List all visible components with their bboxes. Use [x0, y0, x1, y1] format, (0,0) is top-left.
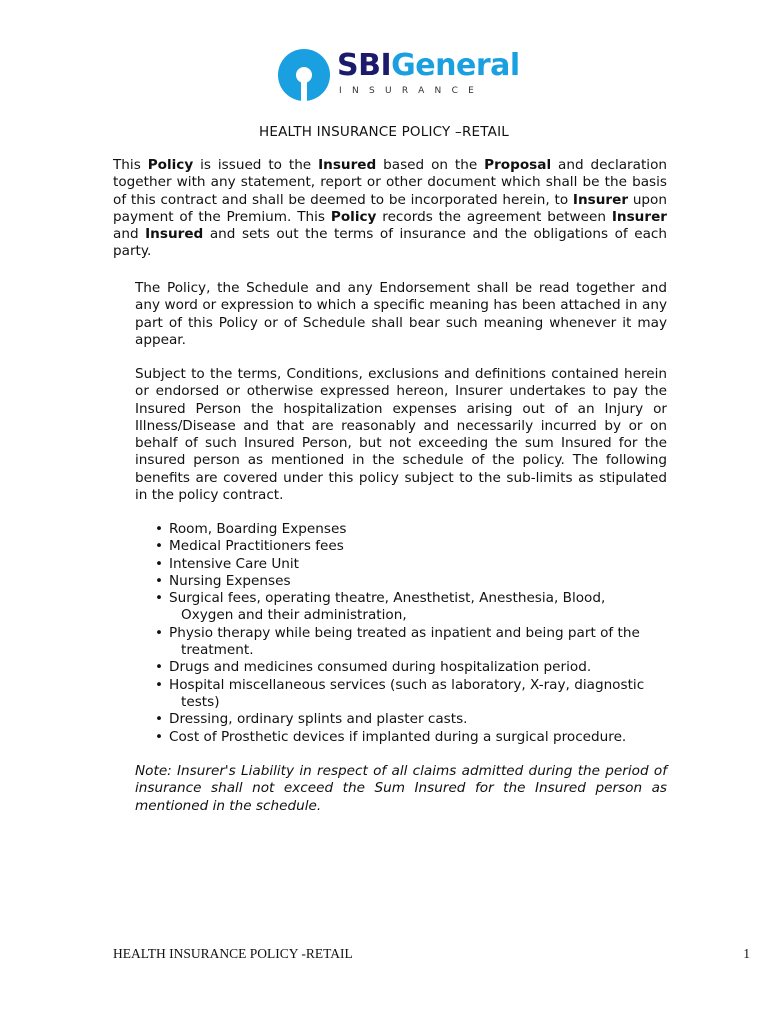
benefit-item [155, 556, 667, 573]
bold-term: Insurer [572, 191, 629, 208]
sbi-keyhole-logo-icon [275, 46, 333, 104]
text-run: This [113, 157, 148, 173]
benefit-text: Room, Boarding Expenses [169, 521, 347, 537]
page-number: 1 [743, 946, 750, 961]
intro-paragraph [113, 157, 667, 261]
benefit-item [155, 625, 667, 660]
bold-term: Insurer [611, 208, 667, 225]
bullet-icon: • [155, 538, 164, 555]
benefit-item [155, 677, 667, 712]
logo-subtitle: INSURANCE [339, 86, 485, 96]
bullet-icon: • [155, 590, 164, 607]
bullet-icon: • [155, 728, 164, 745]
benefit-text-continued: treatment. [181, 642, 254, 659]
bullet-icon: • [155, 572, 164, 589]
benefit-text: Medical Practitioners fees [169, 538, 344, 555]
text-run: records the agreement between [376, 208, 612, 225]
bullet-icon: • [155, 659, 164, 676]
bullet-icon: • [155, 521, 164, 537]
benefit-text-continued: Oxygen and their administration, [181, 607, 407, 624]
benefit-item [155, 538, 667, 555]
text-run: and sets out the terms of insurance and the obligations of each party. [113, 226, 668, 260]
bold-term: Policy [330, 208, 377, 225]
bullet-icon: • [155, 711, 164, 728]
bold-term: Proposal [484, 157, 552, 173]
logo-word-sbi: SBI [337, 48, 392, 83]
benefit-item [155, 521, 667, 538]
logo-wordmark [337, 48, 520, 84]
benefit-text: Nursing Expenses [169, 572, 291, 589]
bullet-icon: • [155, 676, 164, 693]
footer-title: HEALTH INSURANCE POLICY -RETAIL [113, 946, 353, 961]
benefit-text-continued: tests) [181, 693, 220, 710]
benefit-text: Drugs and medicines consumed during hospitalization period. [169, 659, 592, 676]
bold-term: Insured [318, 157, 377, 173]
coverage-paragraph: Subject to the terms, Conditions, exclusions and definitions contained herein or endorsed or otherwise expressed hereon, Insurer undertakes to pay the Insured Person the hospitalization expenses arising out of an Injury or Illness/Disease and that are reasonably and necessarily incurred by or on behalf of such Insured Person, but not exceeding the sum Insured for the insured person as mentioned in the schedule of the policy. The following benefits are covered under this policy subject to the sub-limits as stipulated in the policy contract. [135, 366, 667, 504]
text-run: upon payment of the Premium. This [113, 191, 667, 225]
benefit-text: Surgical fees, operating theatre, Anesthetist, Anesthesia, Blood, [169, 590, 606, 607]
benefit-item [155, 590, 667, 625]
text-run: based on the [376, 157, 485, 173]
liability-note: Note: Insurer's Liability in respect of all claims admitted during the period of insurance shall not exceed the Sum Insured for the Insured person as mentioned in the schedule. [135, 763, 667, 814]
benefit-text: Cost of Prosthetic devices if implanted during a surgical procedure. [169, 728, 627, 745]
sbi-general-logo [275, 46, 520, 104]
benefit-item [155, 711, 667, 728]
benefits-list [155, 521, 667, 746]
benefit-text: Dressing, ordinary splints and plaster casts. [169, 711, 468, 728]
text-run: and [113, 226, 146, 243]
bullet-icon: • [155, 555, 164, 572]
text-run: is issued to the [193, 157, 319, 173]
logo-word-general: General [391, 48, 520, 83]
document-title: HEALTH INSURANCE POLICY –RETAIL [258, 124, 509, 140]
text-run: and declaration together with any statement, report or other document which shall be the basis of this contract and shall be deemed to be incorporated herein, to [113, 157, 668, 208]
benefit-text: Hospital miscellaneous services (such as laboratory, X-ray, diagnostic [169, 676, 645, 693]
benefit-item [155, 659, 667, 676]
benefit-item [155, 729, 667, 746]
schedule-paragraph: The Policy, the Schedule and any Endorsement shall be read together and any word or expression to which a specific meaning has been attached in any part of this Policy or of Schedule shall bear such meaning whenever it may appear. [135, 280, 667, 348]
bullet-icon: • [155, 624, 164, 641]
benefit-text: Physio therapy while being treated as inpatient and being part of the [169, 624, 640, 641]
bold-term: Insured [145, 226, 204, 243]
bold-term: Policy [147, 157, 194, 173]
benefit-item [155, 573, 667, 590]
benefit-text: Intensive Care Unit [169, 555, 299, 572]
